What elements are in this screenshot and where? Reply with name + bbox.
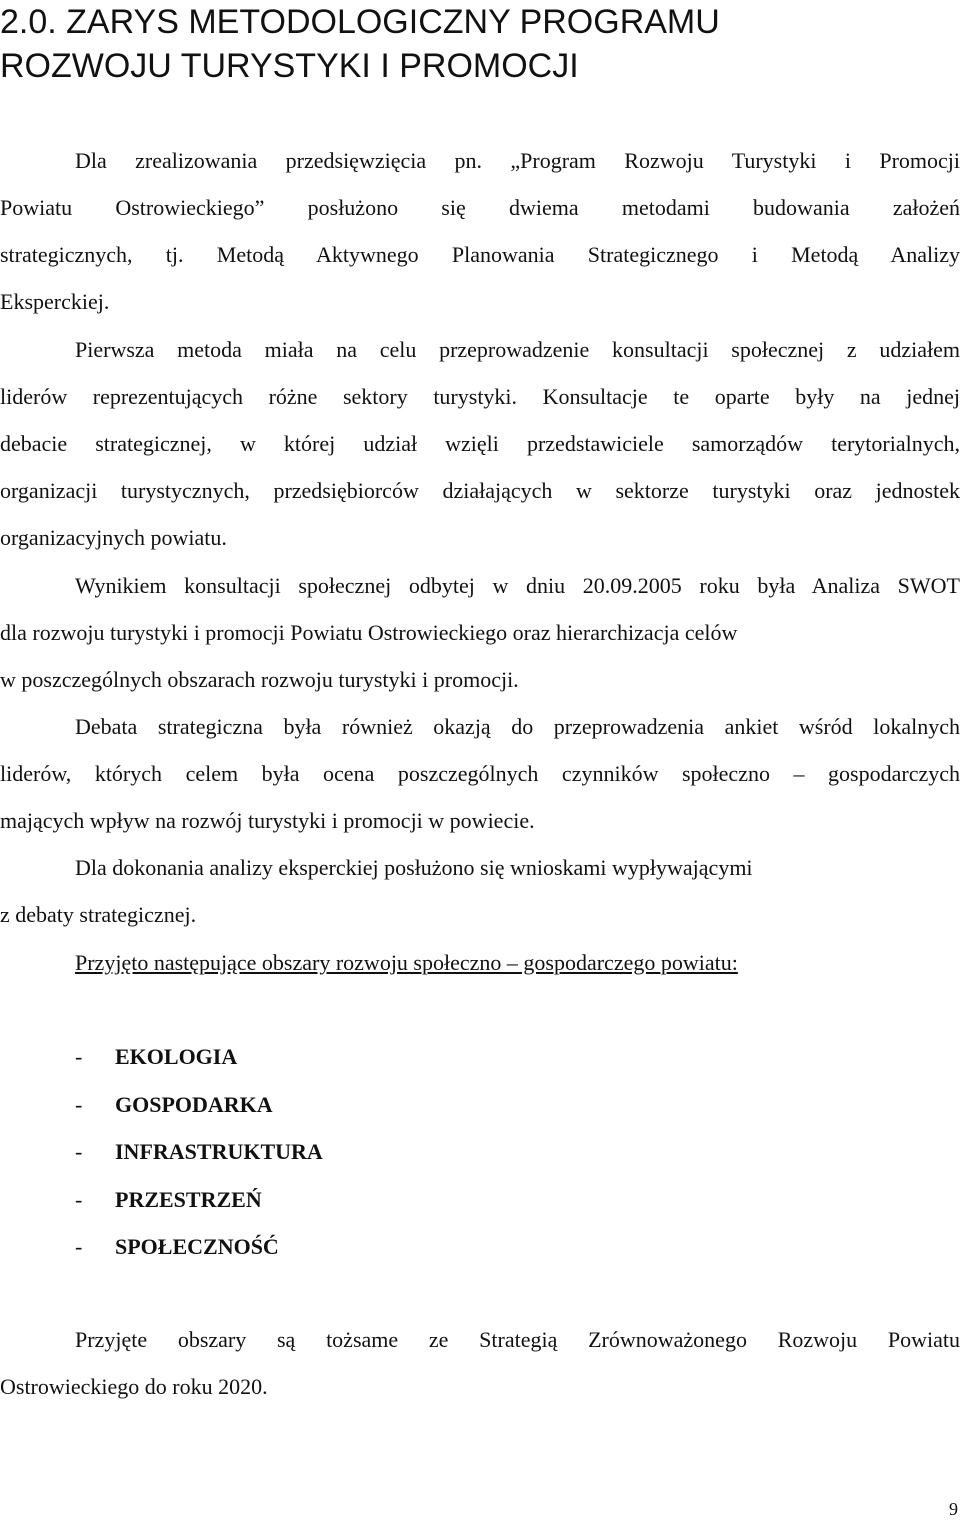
- list-item: [75, 1223, 323, 1271]
- list-item: [75, 1033, 323, 1081]
- list-item-label: GOSPODARKA: [115, 1091, 273, 1117]
- text-line: debacie strategicznej, w której udział wzięli przedstawiciele samorządów terytorialnych,: [0, 431, 960, 456]
- page-number: 9: [949, 1499, 958, 1519]
- list-item: [75, 1081, 323, 1129]
- text-line: dla rozwoju turystyki i promocji Powiatu Ostrowieckiego oraz hierarchizacja celów: [0, 620, 738, 645]
- text-line: liderów, których celem była ocena poszczególnych czynników społeczno – gospodarczych: [0, 761, 960, 786]
- heading-line: ROZWOJU TURYSTYKI I PROMOCJI: [0, 47, 579, 85]
- text-line: Ostrowieckiego do roku 2020.: [0, 1374, 268, 1399]
- text-line: strategicznych, tj. Metodą Aktywnego Planowania Strategicznego i Metodą Analizy: [0, 242, 960, 267]
- list-dash: -: [75, 1234, 83, 1259]
- paragraph-expert-analysis: [0, 844, 960, 938]
- list-item-label: EKOLOGIA: [115, 1044, 238, 1069]
- list-item-label: INFRASTRUKTURA: [115, 1139, 323, 1164]
- list-item-label: PRZESTRZEŃ: [115, 1186, 262, 1212]
- text-line: liderów reprezentujących różne sektory turystyki. Konsultacje te oparte były na jednej: [0, 384, 960, 409]
- section-heading: [0, 0, 960, 88]
- list-dash: -: [75, 1139, 83, 1164]
- text-line: z debaty strategicznej.: [0, 902, 197, 927]
- underlined-text: Przyjęto następujące obszary rozwoju społeczno – gospodarczego powiatu:: [75, 950, 738, 975]
- text-line: organizacji turystycznych, przedsiębiorców działających w sektorze turystyki oraz jednostek: [0, 478, 960, 503]
- list-dash: -: [75, 1044, 83, 1069]
- development-areas-list: [75, 1033, 323, 1271]
- paragraph-debate: [0, 703, 960, 844]
- paragraph-swot: [0, 562, 960, 703]
- text-line: organizacyjnych powiatu.: [0, 525, 227, 550]
- list-item-label: SPOŁECZNOŚĆ: [115, 1234, 279, 1259]
- text-line: Debata strategiczna była również okazją do przeprowadzenia ankiet wśród lokalnych: [75, 714, 960, 739]
- paragraph-first-method: [0, 326, 960, 561]
- list-item: [75, 1176, 323, 1224]
- text-line: w poszczególnych obszarach rozwoju turystyki i promocji.: [0, 667, 519, 692]
- paragraph-strategy-alignment: [0, 1316, 960, 1410]
- text-line: Przyjęte obszary są tożsame ze Strategią Zrównoważonego Rozwoju Powiatu: [75, 1327, 960, 1352]
- list-item: [75, 1128, 323, 1176]
- text-line-wrapper: [0, 939, 960, 986]
- paragraph-areas-intro: [0, 939, 960, 986]
- text-line: mających wpływ na rozwój turystyki i promocji w powiecie.: [0, 808, 535, 833]
- text-line: Eksperckiej.: [0, 289, 110, 314]
- paragraph-intro: [0, 137, 960, 325]
- text-line: Wynikiem konsultacji społecznej odbytej w dniu 20.09.2005 roku była Analiza SWOT: [75, 573, 960, 598]
- text-line: Powiatu Ostrowieckiego” posłużono się dwiema metodami budowania założeń: [0, 195, 960, 220]
- text-line: Dla dokonania analizy eksperckiej posłużono się wnioskami wypływającymi: [75, 855, 753, 880]
- list-dash: -: [75, 1091, 83, 1117]
- text-line: Pierwsza metoda miała na celu przeprowadzenie konsultacji społecznej z udziałem: [75, 337, 960, 362]
- list-dash: -: [75, 1186, 83, 1212]
- heading-line: 2.0. ZARYS METODOLOGICZNY PROGRAMU: [0, 3, 720, 41]
- text-line: Dla zrealizowania przedsięwzięcia pn. „Program Rozwoju Turystyki i Promocji: [75, 148, 960, 173]
